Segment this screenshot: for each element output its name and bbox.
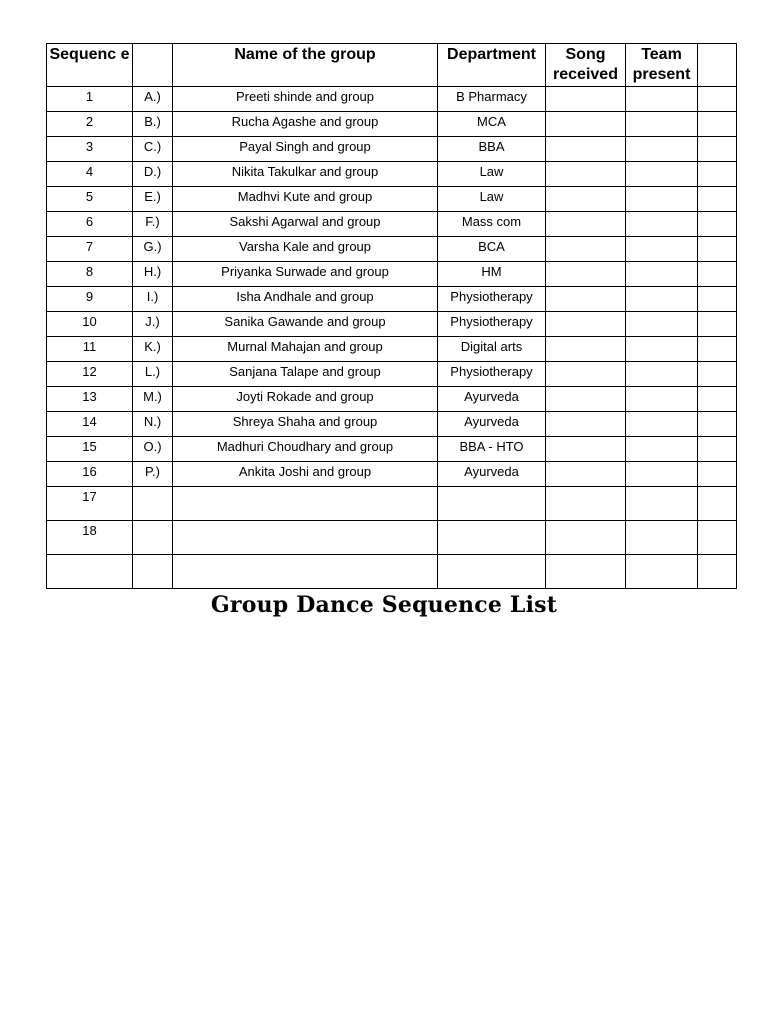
cell-extra [698, 262, 737, 287]
cell-group-name: Sanjana Talape and group [173, 362, 438, 387]
cell-letter: E.) [133, 187, 173, 212]
cell-extra [698, 237, 737, 262]
cell-group-name: Isha Andhale and group [173, 287, 438, 312]
cell-song-received [546, 337, 626, 362]
cell-letter: D.) [133, 162, 173, 187]
cell-song-received [546, 362, 626, 387]
cell-extra [698, 137, 737, 162]
table-row [47, 312, 737, 337]
cell-sequence: 10 [47, 312, 133, 337]
cell-department: BCA [438, 237, 546, 262]
cell-group-name: Ankita Joshi and group [173, 462, 438, 487]
cell-team-present [626, 412, 698, 437]
cell-team-present [626, 487, 698, 521]
cell-sequence: 12 [47, 362, 133, 387]
table-header-row [47, 44, 737, 87]
table-row [47, 162, 737, 187]
cell-department: MCA [438, 112, 546, 137]
cell-department: BBA - HTO [438, 437, 546, 462]
cell-letter [133, 555, 173, 589]
cell-extra [698, 112, 737, 137]
cell-letter [133, 487, 173, 521]
cell-department: Ayurveda [438, 462, 546, 487]
cell-group-name: Sakshi Agarwal and group [173, 212, 438, 237]
cell-song-received [546, 262, 626, 287]
cell-group-name: Joyti Rokade and group [173, 387, 438, 412]
cell-group-name: Shreya Shaha and group [173, 412, 438, 437]
table-row [47, 555, 737, 589]
cell-department: Ayurveda [438, 387, 546, 412]
cell-sequence: 5 [47, 187, 133, 212]
cell-sequence: 6 [47, 212, 133, 237]
cell-sequence: 13 [47, 387, 133, 412]
cell-extra [698, 521, 737, 555]
table-row [47, 462, 737, 487]
cell-song-received [546, 387, 626, 412]
cell-extra [698, 212, 737, 237]
cell-letter: H.) [133, 262, 173, 287]
table-row [47, 412, 737, 437]
cell-group-name [173, 487, 438, 521]
table-row [47, 337, 737, 362]
cell-extra [698, 412, 737, 437]
cell-department: Physiotherapy [438, 312, 546, 337]
table-row [47, 287, 737, 312]
cell-sequence: 18 [47, 521, 133, 555]
table-row [47, 437, 737, 462]
cell-extra [698, 312, 737, 337]
table-row [47, 521, 737, 555]
cell-letter: M.) [133, 387, 173, 412]
cell-team-present [626, 362, 698, 387]
cell-department: Ayurveda [438, 412, 546, 437]
cell-sequence: 3 [47, 137, 133, 162]
cell-sequence: 17 [47, 487, 133, 521]
cell-department: Physiotherapy [438, 362, 546, 387]
cell-song-received [546, 212, 626, 237]
header-extra [698, 44, 737, 87]
cell-letter: C.) [133, 137, 173, 162]
header-name: Name of the group [173, 44, 438, 87]
cell-sequence: 15 [47, 437, 133, 462]
cell-letter [133, 521, 173, 555]
cell-letter: N.) [133, 412, 173, 437]
cell-song-received [546, 437, 626, 462]
cell-song-received [546, 187, 626, 212]
table-row [47, 362, 737, 387]
cell-sequence: 1 [47, 87, 133, 112]
cell-letter: P.) [133, 462, 173, 487]
cell-department: Digital arts [438, 337, 546, 362]
cell-song-received [546, 162, 626, 187]
cell-team-present [626, 287, 698, 312]
header-song-received: Song received [546, 44, 626, 87]
document-title: Group Dance Sequence List [210, 592, 558, 618]
cell-department [438, 487, 546, 521]
table-body [47, 87, 737, 589]
cell-group-name: Rucha Agashe and group [173, 112, 438, 137]
cell-letter: L.) [133, 362, 173, 387]
cell-group-name: Varsha Kale and group [173, 237, 438, 262]
cell-department: BBA [438, 137, 546, 162]
cell-extra [698, 162, 737, 187]
cell-song-received [546, 312, 626, 337]
cell-team-present [626, 387, 698, 412]
table-row [47, 262, 737, 287]
cell-sequence [47, 555, 133, 589]
cell-sequence: 7 [47, 237, 133, 262]
cell-team-present [626, 555, 698, 589]
cell-team-present [626, 162, 698, 187]
cell-department [438, 521, 546, 555]
table-row [47, 487, 737, 521]
cell-extra [698, 437, 737, 462]
cell-team-present [626, 87, 698, 112]
cell-sequence: 8 [47, 262, 133, 287]
cell-letter: B.) [133, 112, 173, 137]
cell-department: Physiotherapy [438, 287, 546, 312]
cell-sequence: 2 [47, 112, 133, 137]
cell-letter: F.) [133, 212, 173, 237]
cell-group-name: Preeti shinde and group [173, 87, 438, 112]
cell-team-present [626, 462, 698, 487]
table-row [47, 237, 737, 262]
cell-team-present [626, 262, 698, 287]
cell-team-present [626, 237, 698, 262]
cell-song-received [546, 521, 626, 555]
cell-song-received [546, 555, 626, 589]
cell-team-present [626, 112, 698, 137]
cell-department: B Pharmacy [438, 87, 546, 112]
cell-extra [698, 555, 737, 589]
cell-team-present [626, 187, 698, 212]
cell-group-name: Priyanka Surwade and group [173, 262, 438, 287]
table-row [47, 112, 737, 137]
cell-song-received [546, 87, 626, 112]
header-sequence: Sequenc e [47, 44, 133, 87]
cell-extra [698, 187, 737, 212]
cell-group-name [173, 555, 438, 589]
cell-song-received [546, 462, 626, 487]
cell-letter: J.) [133, 312, 173, 337]
cell-extra [698, 387, 737, 412]
cell-extra [698, 287, 737, 312]
table-row [47, 187, 737, 212]
cell-letter: A.) [133, 87, 173, 112]
cell-sequence: 16 [47, 462, 133, 487]
cell-song-received [546, 412, 626, 437]
cell-department: HM [438, 262, 546, 287]
cell-department: Law [438, 162, 546, 187]
cell-song-received [546, 112, 626, 137]
cell-group-name: Madhuri Choudhary and group [173, 437, 438, 462]
cell-group-name: Murnal Mahajan and group [173, 337, 438, 362]
header-letter [133, 44, 173, 87]
cell-extra [698, 487, 737, 521]
cell-group-name [173, 521, 438, 555]
cell-group-name: Nikita Takulkar and group [173, 162, 438, 187]
sequence-table [46, 43, 737, 589]
cell-song-received [546, 237, 626, 262]
cell-letter: G.) [133, 237, 173, 262]
cell-department: Law [438, 187, 546, 212]
cell-sequence: 9 [47, 287, 133, 312]
cell-extra [698, 337, 737, 362]
cell-team-present [626, 437, 698, 462]
cell-letter: O.) [133, 437, 173, 462]
table-row [47, 212, 737, 237]
table-row [47, 87, 737, 112]
cell-song-received [546, 137, 626, 162]
cell-team-present [626, 521, 698, 555]
cell-letter: K.) [133, 337, 173, 362]
cell-song-received [546, 487, 626, 521]
cell-department: Mass com [438, 212, 546, 237]
table-row [47, 387, 737, 412]
cell-group-name: Madhvi Kute and group [173, 187, 438, 212]
cell-group-name: Payal Singh and group [173, 137, 438, 162]
header-team-present: Team present [626, 44, 698, 87]
cell-team-present [626, 212, 698, 237]
header-department: Department [438, 44, 546, 87]
cell-song-received [546, 287, 626, 312]
cell-letter: I.) [133, 287, 173, 312]
cell-sequence: 14 [47, 412, 133, 437]
table-row [47, 137, 737, 162]
cell-group-name: Sanika Gawande and group [173, 312, 438, 337]
cell-team-present [626, 337, 698, 362]
cell-team-present [626, 312, 698, 337]
cell-extra [698, 87, 737, 112]
cell-sequence: 11 [47, 337, 133, 362]
cell-department [438, 555, 546, 589]
cell-sequence: 4 [47, 162, 133, 187]
cell-extra [698, 462, 737, 487]
cell-extra [698, 362, 737, 387]
cell-team-present [626, 137, 698, 162]
